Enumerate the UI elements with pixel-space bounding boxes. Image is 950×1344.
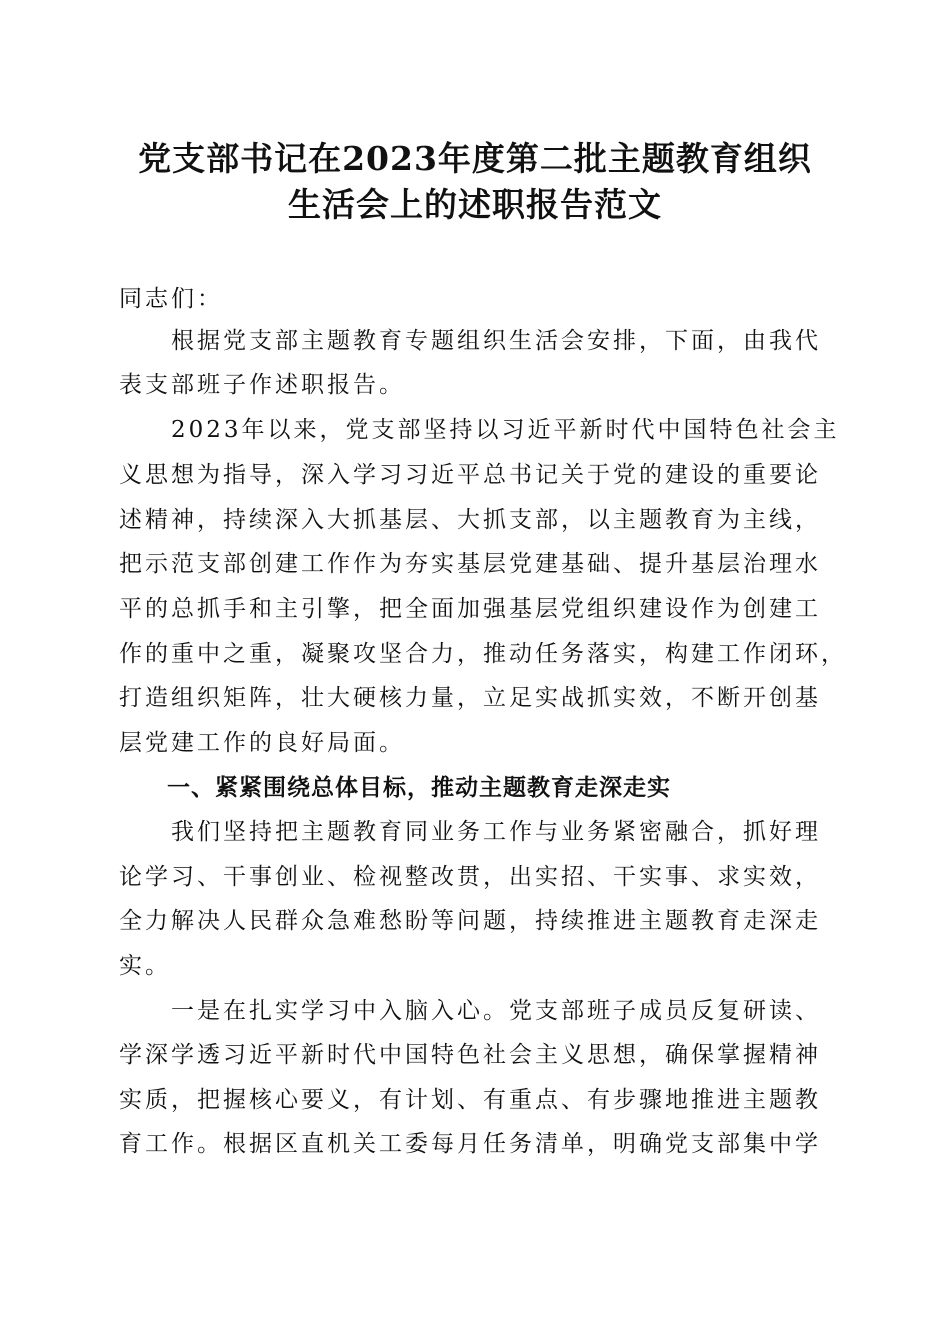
document-title-line-1: 党支部书记在2023年度第二批主题教育组织 — [138, 139, 812, 178]
body-line: 打造组织矩阵，壮大硬核力量，立足实战抓实效，不断开创基 — [119, 685, 821, 711]
body-line: 实质，把握核心要义，有计划、有重点、有步骤地推进主题教 — [119, 1087, 821, 1113]
body-line: 层党建工作的良好局面。 — [119, 730, 405, 756]
body-line: 表支部班子作述职报告。 — [119, 372, 405, 398]
body-line: 论学习、干事创业、检视整改贯，出实招、干实事、求实效， — [119, 864, 821, 890]
body-line: 述精神，持续深入大抓基层、大抓支部，以主题教育为主线， — [119, 507, 821, 533]
salutation: 同志们： — [119, 286, 223, 312]
body-line: 学深学透习近平新时代中国特色社会主义思想，确保掌握精神 — [119, 1042, 821, 1068]
body-line: 我们坚持把主题教育同业务工作与业务紧密融合，抓好理 — [119, 819, 821, 845]
body-line: 义思想为指导，深入学习习近平总书记关于党的建设的重要论 — [119, 462, 821, 488]
body-line: 2023年以来，党支部坚持以习近平新时代中国特色社会主 — [119, 417, 840, 443]
section-heading: 一、紧紧围绕总体目标，推动主题教育走深走实 — [119, 775, 671, 801]
document-title-line-2: 生活会上的述职报告范文 — [288, 185, 662, 224]
body-line: 实。 — [119, 953, 171, 979]
body-line: 根据党支部主题教育专题组织生活会安排，下面，由我代 — [119, 328, 821, 354]
body-line: 把示范支部创建工作作为夯实基层党建基础、提升基层治理水 — [119, 551, 821, 577]
body-line: 作的重中之重，凝聚攻坚合力，推动任务落实，构建工作闭环， — [119, 641, 847, 667]
body-line: 一是在扎实学习中入脑入心。党支部班子成员反复研读、 — [119, 998, 821, 1024]
body-line: 平的总抓手和主引擎，把全面加强基层党组织建设作为创建工 — [119, 596, 821, 622]
body-line: 全力解决人民群众急难愁盼等问题，持续推进主题教育走深走 — [119, 908, 821, 934]
body-line: 育工作。根据区直机关工委每月任务清单，明确党支部集中学 — [119, 1131, 821, 1157]
